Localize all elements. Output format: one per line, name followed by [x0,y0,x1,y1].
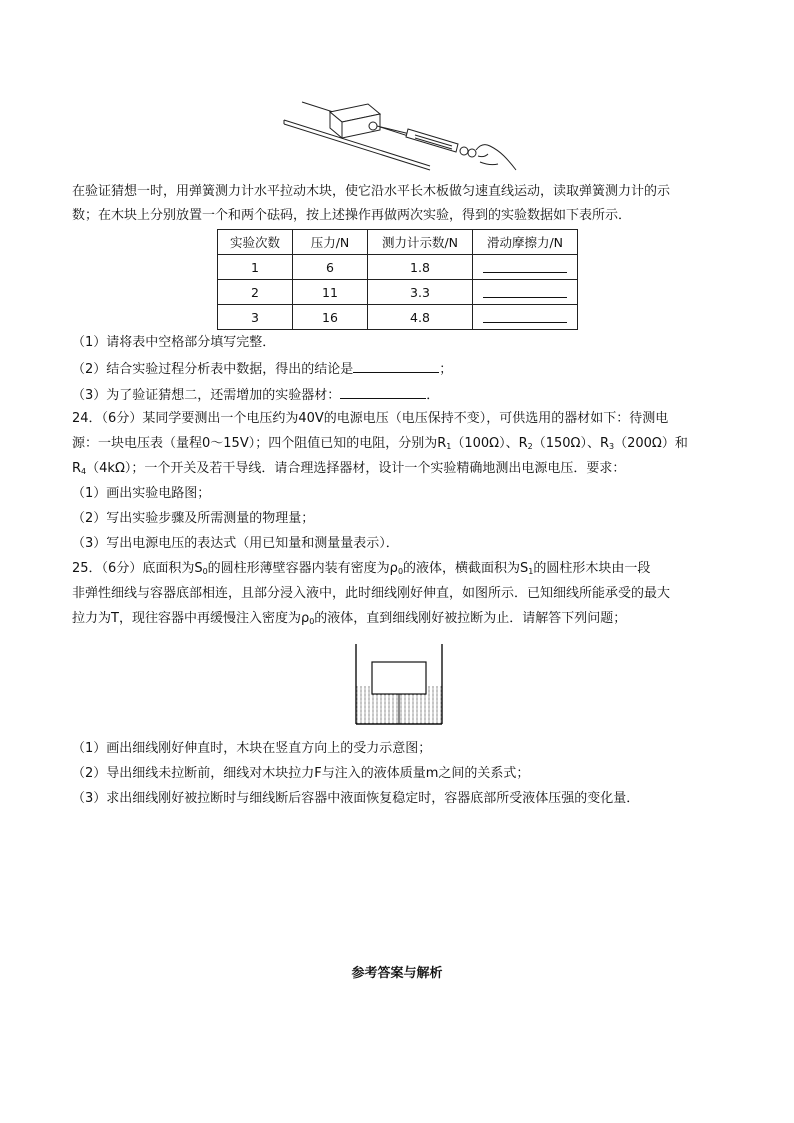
q24-line-3 [72,460,625,481]
subscript: 1 [446,442,452,451]
q24-text: （150Ω）、R [532,436,609,451]
q23-part3-end: ． [426,388,440,403]
q24-text: （4kΩ）；一个开关及若干导线．请合理选择器材，设计一个实验精确地测出电源电压．要求： [86,461,626,476]
intro-line-1: 在验证猜想一时，用弹簧测力计水平拉动木块，使它沿水平长木板做匀速直线运动，读取弹簧测力计的示 [72,184,671,199]
q25-line-2: 非弹性细线与容器底部相连，且部分浸入液中，此时细线刚好伸直，如图所示．已知细线所能承受的最大 [72,586,671,601]
q23-part1: （1）请将表中空格部分填写完整． [72,335,276,350]
subscript: 2 [527,442,533,451]
q24-part2: （2）写出实验步骤及所需测量的物理量； [72,511,315,526]
q25-line-3 [72,610,626,631]
table-cell: 1.8 [368,255,473,280]
container-figure [352,642,452,727]
q25-text: 的液体，横截面积为S [403,561,529,576]
table-cell: 3 [218,305,293,330]
q23-part2-end: ； [439,362,453,377]
q25-part1: （1）画出细线刚好伸直时，木块在竖直方向上的受力示意图； [72,741,432,756]
answer-blank[interactable] [483,283,567,298]
intro-line-2: 数；在木块上分别放置一个和两个砝码，按上述操作再做两次实验，得到的实验数据如下表所示． [72,208,632,223]
q25-text: 的圆柱形木块由一段 [533,561,651,576]
subscript: 0 [397,567,404,576]
q25-part2: （2）导出细线未拉断前，细线对木块拉力F与注入的液体质量m之间的关系式； [72,766,530,781]
table-cell: 6 [293,255,368,280]
subscript: 0 [202,567,208,576]
header-trial: 实验次数 [218,230,293,255]
q23-part2 [72,359,452,379]
q24-line-1: 24．（6分）某同学要测出一个电压约为40V的电源电压（电压保持不变），可供选用的器材如下：待测电 [72,411,669,426]
subscript: 4 [81,467,87,476]
table-cell: 2 [218,280,293,305]
subscript: 3 [609,442,615,451]
subscript: 1 [528,567,534,576]
table-cell: 16 [293,305,368,330]
header-pressure: 压力/N [293,230,368,255]
equipment-blank[interactable] [340,385,426,399]
q24-line-2 [72,435,688,456]
q24-text: R [72,461,82,476]
q25-text: 的液体，直到细线刚好被拉断为止．请解答下列问题； [314,611,627,626]
q25-text: 拉力为T，现往容器中再缓慢注入密度为ρ [72,611,310,626]
q23-part3-text: （3）为了验证猜想二，还需增加的实验器材： [72,388,341,403]
q24-part1: （1）画出实验电路图； [72,486,211,501]
q24-text: 源：一块电压表（量程0～15V）；四个阻值已知的电阻，分别为R [72,436,447,451]
answer-blank[interactable] [483,308,567,323]
subscript: 0 [309,617,315,626]
table-header-row [218,230,578,255]
answer-blank-cell[interactable] [473,255,578,280]
q25-text: 25．（6分）底面积为S [72,561,203,576]
q24-text: （100Ω）、R [451,436,528,451]
data-table [217,229,578,330]
friction-experiment-figure [280,92,520,172]
table-cell: 4.8 [368,305,473,330]
table-row [218,280,578,305]
q23-part2-text: （2）结合实验过程分析表中数据，得出的结论是 [72,362,354,377]
q24-part3: （3）写出电源电压的表达式（用已知量和测量量表示）． [72,536,399,551]
answer-section-title: 参考答案与解析 [351,966,443,981]
table-cell: 1 [218,255,293,280]
q25-text: 的圆柱形薄壁容器内装有密度为ρ [207,561,398,576]
answer-blank[interactable] [483,258,567,273]
q25-part3: （3）求出细线刚好被拉断时与细线断后容器中液面恢复稳定时，容器底部所受液体压强的变化量． [72,791,640,806]
table-row [218,305,578,330]
q25-line-1 [72,560,650,581]
header-scale-reading: 测力计示数/N [368,230,473,255]
answer-blank-cell[interactable] [473,280,578,305]
answer-blank-cell[interactable] [473,305,578,330]
table-row [218,255,578,280]
conclusion-blank[interactable] [353,359,439,373]
header-friction: 滑动摩擦力/N [473,230,578,255]
q24-text: （200Ω）和 [614,436,688,451]
table-cell: 11 [293,280,368,305]
table-cell: 3.3 [368,280,473,305]
q23-part3 [72,385,439,405]
